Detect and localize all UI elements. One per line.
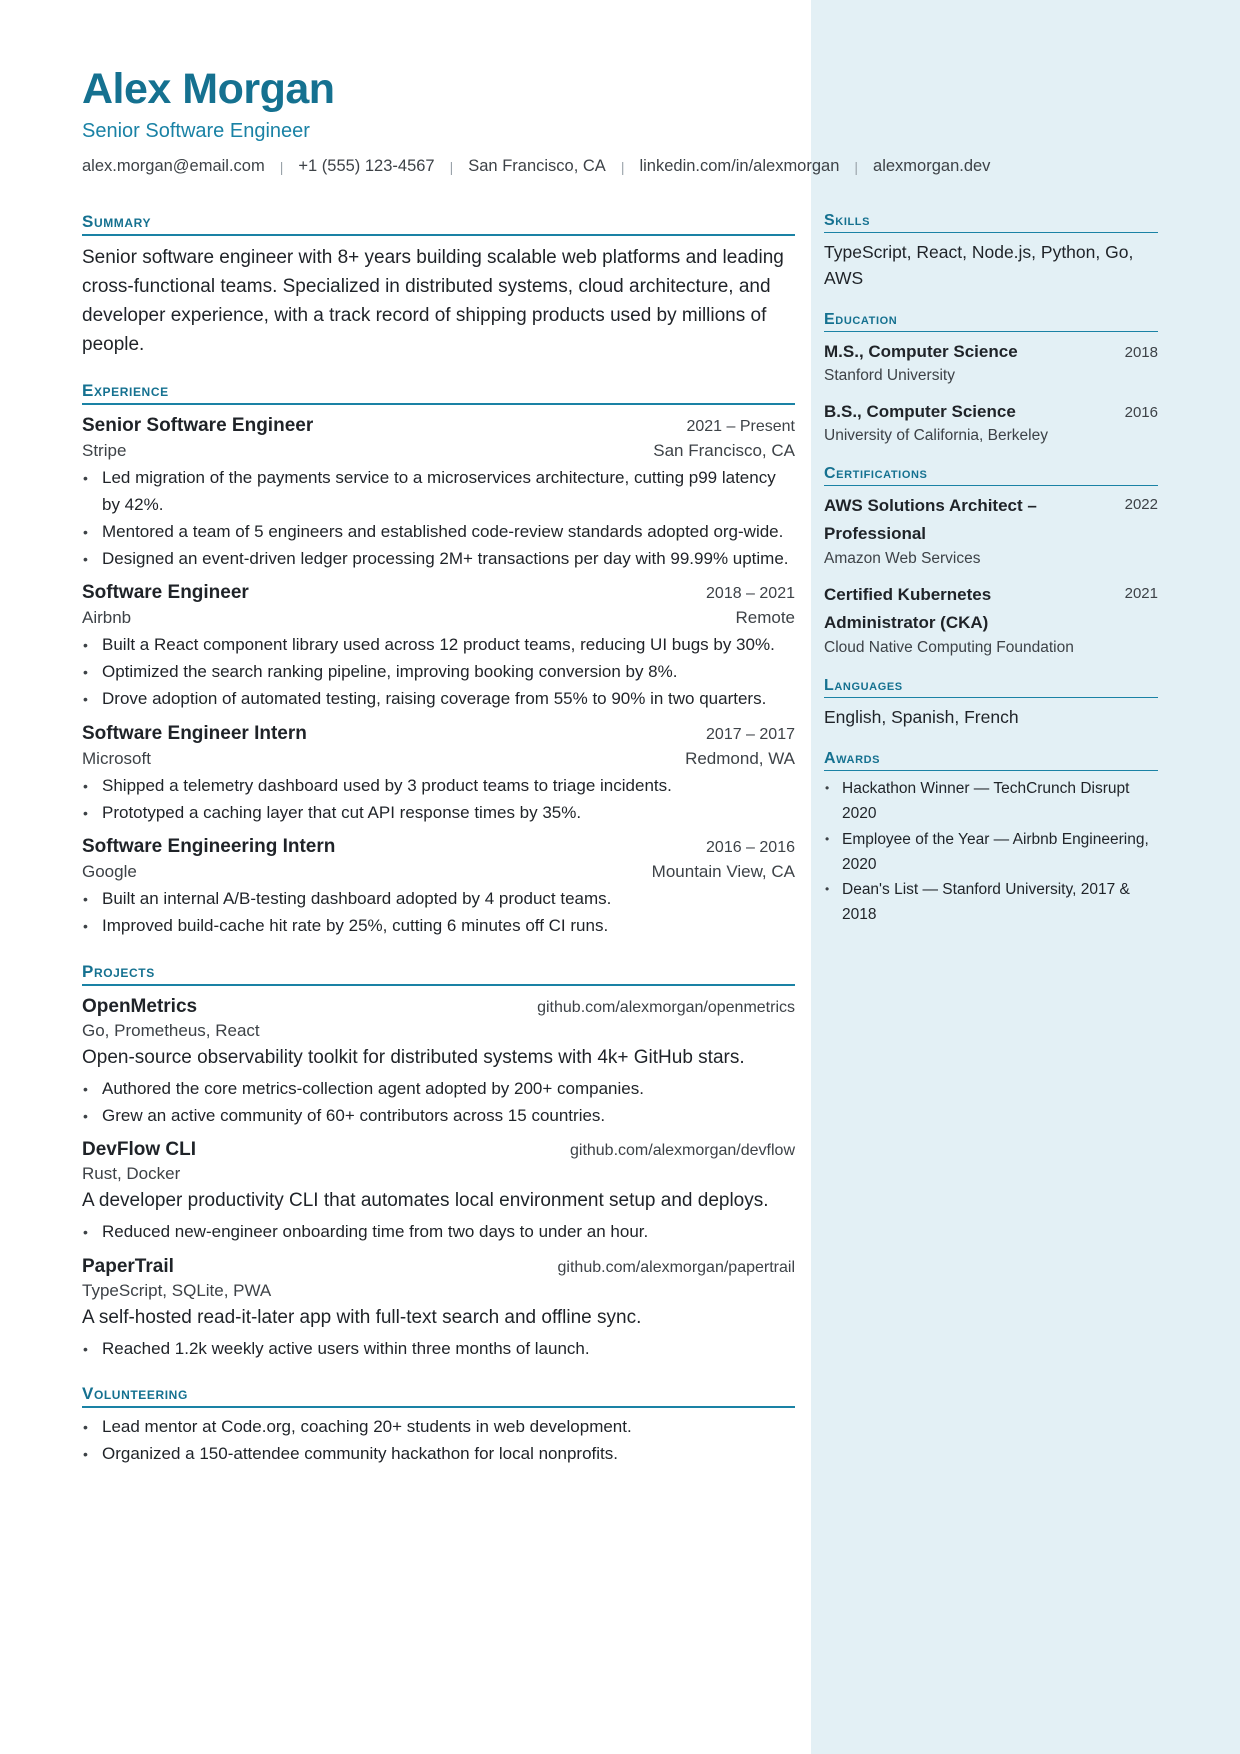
job-company: Stripe xyxy=(82,441,127,460)
job-company: Google xyxy=(82,862,137,881)
project-link[interactable]: github.com/alexmorgan/devflow xyxy=(569,1142,795,1159)
experience-section xyxy=(82,381,795,940)
job-bullets xyxy=(82,465,795,572)
summary-section xyxy=(82,212,795,359)
candidate-role: Senior Software Engineer xyxy=(82,120,310,143)
contact-separator: | xyxy=(620,158,625,175)
section-title-skills: Skills xyxy=(824,212,1158,233)
main-column xyxy=(82,212,795,1468)
education-section xyxy=(824,311,1158,445)
project-entry xyxy=(82,1139,795,1246)
contact-location: San Francisco, CA xyxy=(468,157,606,176)
section-title-experience: Experience xyxy=(82,381,795,405)
list-item: • Drove adoption of automated testing, raising coverage from 55% to 90% in two quarters. xyxy=(82,686,795,713)
job-title: Software Engineer xyxy=(82,582,249,603)
list-item: • Organized a 150-attendee community hackathon for local nonprofits. xyxy=(82,1441,795,1468)
contact-separator: | xyxy=(854,158,859,175)
job-bullets xyxy=(82,773,795,827)
job-entry xyxy=(82,415,795,572)
education-school: Stanford University xyxy=(824,367,955,384)
contact-email[interactable]: alex.morgan@email.com xyxy=(82,157,265,176)
education-degree: B.S., Computer Science xyxy=(824,402,1016,421)
education-degree: M.S., Computer Science xyxy=(824,342,1018,361)
languages-section xyxy=(824,677,1158,730)
certification-entry xyxy=(824,581,1158,657)
job-entry xyxy=(82,582,795,713)
project-bullets xyxy=(82,1336,795,1363)
job-dates: 2021 – Present xyxy=(686,418,795,435)
job-bullets xyxy=(82,632,795,713)
project-bullets xyxy=(82,1076,795,1130)
job-company: Airbnb xyxy=(82,608,132,627)
job-entry xyxy=(82,723,795,827)
section-title-awards: Awards xyxy=(824,750,1158,771)
job-dates: 2017 – 2017 xyxy=(706,725,795,743)
certification-entry xyxy=(824,492,1158,568)
awards-bullets xyxy=(824,776,1158,927)
project-tech: TypeScript, SQLite, PWA xyxy=(82,1280,272,1300)
education-year: 2018 xyxy=(1124,344,1158,361)
volunteering-bullets xyxy=(82,1414,795,1468)
job-dates: 2018 – 2021 xyxy=(706,585,795,602)
sidebar-column xyxy=(824,212,1158,928)
job-title: Senior Software Engineer xyxy=(82,415,314,436)
contact-line xyxy=(82,157,1182,176)
section-title-volunteering: Volunteering xyxy=(82,1384,795,1408)
certification-name: AWS Solutions Architect – Professional xyxy=(824,496,1037,543)
contact-separator: | xyxy=(279,158,284,175)
contact-separator: | xyxy=(449,158,454,175)
job-bullets xyxy=(82,886,795,940)
section-title-education: Education xyxy=(824,311,1158,332)
volunteering-section xyxy=(82,1384,795,1468)
job-title: Software Engineering Intern xyxy=(82,836,336,857)
list-item: • Improved build-cache hit rate by 25%, cutting 6 minutes off CI runs. xyxy=(82,913,795,940)
list-item: • Shipped a telemetry dashboard used by 3 product teams to triage incidents. xyxy=(82,773,795,800)
project-tech: Go, Prometheus, React xyxy=(82,1020,260,1040)
project-bullets xyxy=(82,1219,795,1246)
project-tech: Rust, Docker xyxy=(82,1164,181,1183)
skills-text: TypeScript, React, Node.js, Python, Go, AWS xyxy=(824,242,1134,288)
resume-header xyxy=(82,66,1182,176)
job-title: Software Engineer Intern xyxy=(82,722,307,744)
certification-name: Certified Kubernetes Administrator (CKA) xyxy=(824,585,992,632)
education-year: 2016 xyxy=(1124,404,1158,421)
list-item: • Employee of the Year — Airbnb Engineering, 2020 xyxy=(824,827,1158,877)
languages-text: English, Spanish, French xyxy=(824,707,1019,727)
project-link[interactable]: github.com/alexmorgan/openmetrics xyxy=(537,998,795,1016)
project-name: DevFlow CLI xyxy=(82,1139,197,1160)
list-item: • Reached 1.2k weekly active users within three months of launch. xyxy=(82,1336,795,1363)
list-item: • Dean's List — Stanford University, 2017 & 2018 xyxy=(824,877,1158,927)
list-item: • Hackathon Winner — TechCrunch Disrupt 2020 xyxy=(824,776,1158,826)
section-title-projects: Projects xyxy=(82,962,795,986)
project-entry xyxy=(82,996,795,1130)
skills-section xyxy=(824,212,1158,291)
contact-phone[interactable]: +1 (555) 123-4567 xyxy=(298,157,435,176)
list-item: • Built a React component library used across 12 product teams, reducing UI bugs by 30%. xyxy=(82,632,795,659)
list-item: • Prototyped a caching layer that cut API response times by 35%. xyxy=(82,800,795,827)
certification-issuer: Cloud Native Computing Foundation xyxy=(824,639,1074,656)
list-item: • Reduced new-engineer onboarding time from two days to under an hour. xyxy=(82,1219,795,1246)
projects-section xyxy=(82,962,795,1363)
contact-website[interactable]: alexmorgan.dev xyxy=(873,157,991,176)
job-dates: 2016 – 2016 xyxy=(706,839,795,856)
project-description: A self-hosted read-it-later app with full-text search and offline sync. xyxy=(82,1306,642,1328)
job-location: Remote xyxy=(735,608,795,627)
project-link[interactable]: github.com/alexmorgan/papertrail xyxy=(557,1258,795,1276)
section-title-certifications: Certifications xyxy=(824,465,1158,486)
education-entry xyxy=(824,338,1158,385)
candidate-name: Alex Morgan xyxy=(82,65,335,113)
job-company: Microsoft xyxy=(82,748,151,768)
awards-section xyxy=(824,750,1158,927)
job-entry xyxy=(82,836,795,940)
education-entry xyxy=(824,398,1158,445)
job-location: San Francisco, CA xyxy=(653,441,795,460)
list-item: • Authored the core metrics-collection agent adopted by 200+ companies. xyxy=(82,1076,795,1103)
project-entry xyxy=(82,1256,795,1363)
certification-issuer: Amazon Web Services xyxy=(824,550,981,567)
project-name: PaperTrail xyxy=(82,1255,174,1277)
list-item: • Grew an active community of 60+ contributors across 15 countries. xyxy=(82,1103,795,1130)
list-item: • Led migration of the payments service to a microservices architecture, cutting p99 latency by 42%. xyxy=(82,465,795,518)
list-item: • Lead mentor at Code.org, coaching 20+ students in web development. xyxy=(82,1414,795,1441)
certification-year: 2021 xyxy=(1124,585,1158,602)
project-description: A developer productivity CLI that automates local environment setup and deploys. xyxy=(82,1190,769,1211)
summary-text: Senior software engineer with 8+ years building scalable web platforms and leading cross-functional teams. Specialized in distributed systems, cloud architecture, and developer experience, with a track record of shipping products used by millions of people. xyxy=(82,247,784,355)
contact-linkedin[interactable]: linkedin.com/in/alexmorgan xyxy=(639,157,840,176)
certifications-section xyxy=(824,465,1158,657)
list-item: • Optimized the search ranking pipeline, improving booking conversion by 8%. xyxy=(82,659,795,686)
list-item: • Designed an event-driven ledger processing 2M+ transactions per day with 99.99% uptime. xyxy=(82,546,795,573)
project-name: OpenMetrics xyxy=(82,995,198,1017)
list-item: • Mentored a team of 5 engineers and established code-review standards adopted org-wide. xyxy=(82,519,795,546)
education-school: University of California, Berkeley xyxy=(824,427,1048,444)
project-description: Open-source observability toolkit for distributed systems with 4k+ GitHub stars. xyxy=(82,1046,745,1068)
job-location: Mountain View, CA xyxy=(651,862,795,881)
job-location: Redmond, WA xyxy=(685,748,795,768)
certification-year: 2022 xyxy=(1124,496,1158,513)
list-item: • Built an internal A/B-testing dashboard adopted by 4 product teams. xyxy=(82,886,795,913)
section-title-summary: Summary xyxy=(82,212,795,236)
section-title-languages: Languages xyxy=(824,677,1158,698)
